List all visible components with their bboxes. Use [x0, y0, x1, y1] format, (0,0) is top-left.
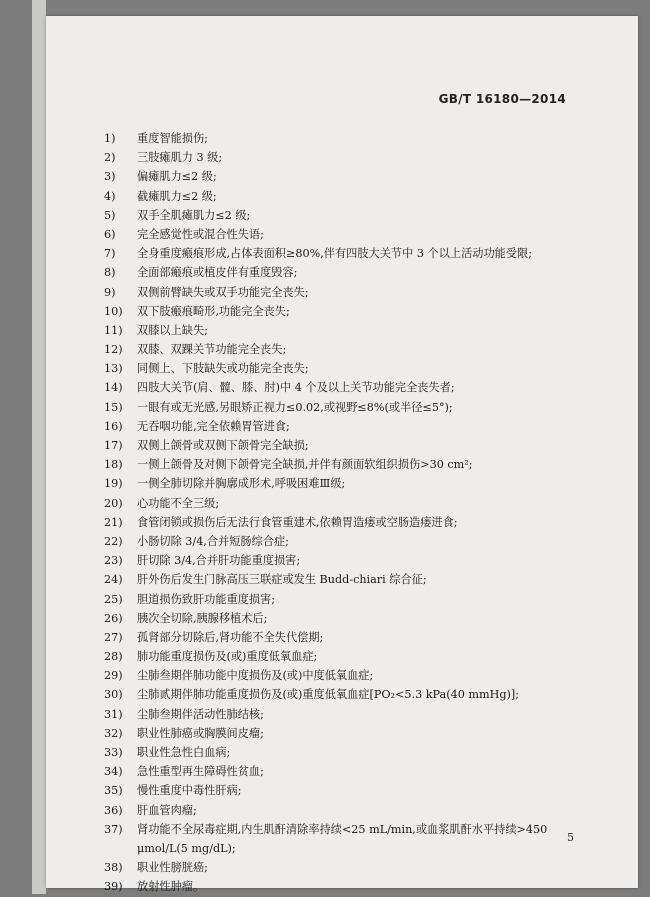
item-number: 9)	[104, 285, 116, 299]
item-number: 16)	[104, 419, 123, 433]
item-number: 1)	[104, 132, 116, 145]
list-item	[46, 762, 638, 781]
list-item	[46, 705, 638, 724]
list-item	[46, 378, 638, 397]
item-text: 职业性肺癌或胸膜间皮瘤;	[137, 726, 264, 740]
item-text: 尘肺叁期伴肺功能中度损伤及(或)中度低氧血症;	[137, 669, 374, 683]
list-item	[46, 801, 638, 820]
list-item	[46, 628, 638, 647]
item-text: 胰次全切除,胰腺移植术后;	[137, 611, 268, 625]
list-item	[46, 513, 638, 532]
item-number: 37)	[104, 822, 123, 836]
item-number: 25)	[104, 592, 123, 606]
disability-list	[46, 129, 638, 897]
item-number: 11)	[104, 323, 123, 337]
item-text: 尘肺叁期伴活动性肺结核;	[137, 707, 264, 721]
list-item	[46, 724, 638, 743]
list-item	[46, 417, 638, 436]
item-text: 肝血管肉瘤;	[137, 803, 197, 817]
list-item	[46, 647, 638, 666]
item-number: 4)	[104, 189, 116, 203]
item-number: 24)	[104, 573, 123, 587]
list-item	[46, 148, 638, 167]
list-item	[46, 436, 638, 455]
item-text: 无吞咽功能,完全依赖胃管进食;	[137, 419, 290, 433]
item-number: 8)	[104, 266, 116, 280]
item-text: 胆道损伤致肝功能重度损害;	[137, 592, 276, 606]
item-number: 23)	[104, 554, 123, 568]
item-number: 38)	[104, 861, 123, 875]
item-text: 三肢瘫肌力 3 级;	[137, 151, 223, 165]
item-number: 27)	[104, 630, 123, 644]
list-item	[46, 474, 638, 493]
item-number: 33)	[104, 746, 123, 759]
item-text: 完全感觉性或混合性失语;	[137, 227, 264, 241]
page-left-edge	[32, 0, 46, 894]
list-item	[46, 321, 638, 340]
list-item	[46, 820, 638, 858]
item-number: 13)	[104, 362, 123, 376]
item-number: 20)	[104, 496, 123, 510]
page-number: 5	[567, 831, 574, 844]
list-item	[46, 302, 638, 321]
item-number: 5)	[104, 208, 116, 222]
item-text: 双膝、双踝关节功能完全丧失;	[137, 343, 287, 357]
item-text: 小肠切除 3/4,合并短肠综合症;	[137, 534, 289, 548]
item-text: 双手全肌瘫肌力≤2 级;	[137, 208, 251, 222]
list-item	[46, 609, 638, 628]
list-item	[46, 359, 638, 378]
list-item	[46, 225, 638, 244]
list-item	[46, 206, 638, 225]
item-text: 全面部瘢痕或植皮伴有重度毁容;	[137, 266, 298, 280]
item-text: 孤肾部分切除后,肾功能不全失代偿期;	[137, 630, 324, 644]
list-item	[46, 244, 638, 263]
list-item	[46, 455, 638, 474]
standard-header: GB/T 16180—2014	[438, 92, 566, 106]
item-text: 全身重度瘢痕形成,占体表面积≥80%,伴有四肢大关节中 3 个以上活动功能受限;	[137, 247, 532, 261]
item-number: 12)	[104, 343, 123, 357]
item-number: 10)	[104, 304, 123, 318]
item-text: 肝外伤后发生门脉高压三联症或发生 Budd-chiari 综合征;	[137, 573, 427, 587]
item-text: 双下肢瘢痕畸形,功能完全丧失;	[137, 304, 290, 318]
list-item	[46, 685, 638, 704]
item-text: 四肢大关节(肩、髋、膝、肘)中 4 个及以上关节功能完全丧失者;	[137, 381, 455, 395]
item-number: 28)	[104, 650, 123, 664]
item-text: 一侧全肺切除并胸廓成形术,呼吸困难Ⅲ级;	[137, 477, 346, 491]
list-item	[46, 494, 638, 513]
item-text: 职业性膀胱癌;	[137, 861, 208, 875]
list-item	[46, 263, 638, 282]
item-text: 心功能不全三级;	[137, 496, 220, 510]
item-number: 26)	[104, 611, 123, 625]
list-item	[46, 167, 638, 186]
item-number: 19)	[104, 477, 123, 491]
list-item	[46, 551, 638, 570]
item-number: 14)	[104, 381, 123, 395]
item-number: 29)	[104, 669, 123, 683]
item-text: 同侧上、下肢缺失或功能完全丧失;	[137, 362, 309, 376]
item-text: 双膝以上缺失;	[137, 323, 208, 337]
item-text: 食管闭锁或损伤后无法行食管重建术,依赖胃造瘘或空肠造瘘进食;	[137, 515, 458, 529]
item-number: 18)	[104, 458, 123, 472]
item-number: 17)	[104, 439, 123, 452]
list-item	[46, 129, 638, 148]
item-text: 急性重型再生障碍性贫血;	[137, 765, 264, 779]
item-number: 7)	[104, 247, 116, 261]
list-item	[46, 398, 638, 417]
item-text: 肾功能不全尿毒症期,内生肌酐清除率持续<25 mL/min,或血浆肌酐水平持续>450 μmol/L(5 mg/dL);	[137, 822, 548, 855]
item-number: 15)	[104, 400, 123, 414]
list-item	[46, 283, 638, 302]
item-number: 31)	[104, 707, 123, 721]
item-number: 21)	[104, 515, 123, 529]
item-text: 偏瘫肌力≤2 级;	[137, 170, 217, 184]
item-text: 一侧上颌骨及对侧下颌骨完全缺损,并伴有颜面软组织损伤>30 cm²;	[137, 458, 473, 472]
item-number: 39)	[104, 880, 123, 894]
list-item	[46, 666, 638, 685]
list-item	[46, 570, 638, 589]
item-text: 重度智能损伤;	[137, 132, 208, 145]
list-item	[46, 858, 638, 877]
item-text: 双侧上颌骨或双侧下颌骨完全缺损;	[137, 439, 309, 452]
item-number: 22)	[104, 534, 123, 548]
item-text: 职业性急性白血病;	[137, 746, 231, 759]
item-text: 一眼有或无光感,另眼矫正视力≤0.02,或视野≤8%(或半径≤5°);	[137, 400, 453, 414]
item-number: 2)	[104, 151, 116, 165]
item-number: 6)	[104, 227, 116, 241]
list-item	[46, 187, 638, 206]
item-text: 双侧前臂缺失或双手功能完全丧失;	[137, 285, 309, 299]
item-number: 34)	[104, 765, 123, 779]
item-number: 32)	[104, 726, 123, 740]
item-number: 30)	[104, 688, 123, 702]
list-item	[46, 340, 638, 359]
document-page	[46, 16, 638, 894]
item-text: 慢性重度中毒性肝病;	[137, 784, 242, 798]
item-text: 肺功能重度损伤及(或)重度低氧血症;	[137, 650, 318, 664]
item-text: 肝切除 3/4,合并肝功能重度损害;	[137, 554, 301, 568]
item-number: 36)	[104, 803, 123, 817]
item-text: 尘肺贰期伴肺功能重度损伤及(或)重度低氧血症[PO₂<5.3 kPa(40 mmHg)];	[137, 688, 520, 702]
list-item	[46, 781, 638, 800]
item-text: 放射性肿瘤。	[137, 880, 205, 894]
list-item	[46, 743, 638, 762]
item-number: 3)	[104, 170, 116, 184]
item-text: 截瘫肌力≤2 级;	[137, 189, 217, 203]
list-item	[46, 590, 638, 609]
list-item	[46, 532, 638, 551]
item-number: 35)	[104, 784, 123, 798]
